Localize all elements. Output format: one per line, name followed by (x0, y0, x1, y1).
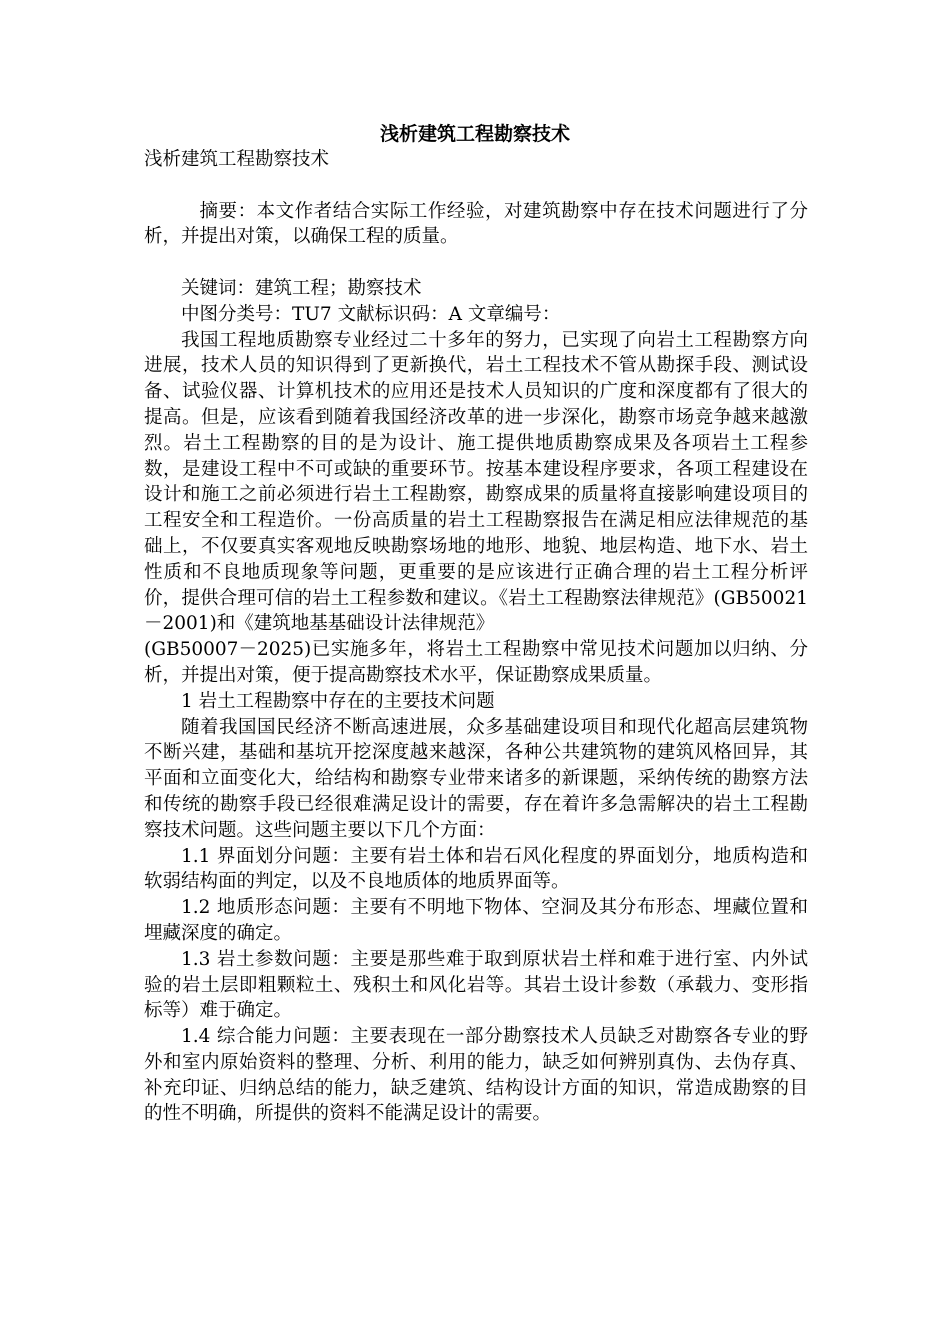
section-paragraph: 随着我国国民经济不断高速进展，众多基础建设项目和现代化超高层建筑物不断兴建，基础和基坑开挖深度越来越深，各种公共建筑物的建筑风格回异，其平面和立面变化大，给结构和勘察专业带来诸多的新课题，采纳传统的勘察方法和传统的勘察手段已经很难满足设计的需要，存在着许多急需解决的岩土工程勘察技术问题。这些问题主要以下几个方面： (144, 716, 808, 841)
intro-paragraph: 我国工程地质勘察专业经过二十多年的努力，已实现了向岩土工程勘察方向进展，技术人员的知识得到了更新换代，岩土工程技术不管从勘探手段、测试设备、试验仪器、计算机技术的应用还是技术人员知识的广度和深度都有了很大的提高。但是，应该看到随着我国经济改革的进一步深化，勘察市场竞争越来越激烈。岩土工程勘察的目的是为设计、施工提供地质勘察成果及各项岩土工程参数，是建设工程中不可或缺的重要环节。按基本建设程序要求，各项工程建设在设计和施工之前必须进行岩土工程勘察，勘察成果的质量将直接影响建设项目的工程安全和工程造价。一份高质量的岩土工程勘察报告在满足相应法律规范的基础上，不仅要真实客观地反映勘察场地的地形、地貌、地层构造、地下水、岩土性质和不良地质现象等问题，更重要的是应该进行正确合理的岩土工程分析评价，提供合理可信的岩土工程参数和建议。《岩土工程勘察法律规范》(GB50021－2001)和《建筑地基基础设计法律规范》 (144, 329, 808, 635)
keywords-line: 关键词：建筑工程；勘察技术 (181, 277, 422, 299)
blank-line (144, 173, 808, 199)
document-body (144, 147, 808, 1127)
list-item-1-4: 1.4 综合能力问题：主要表现在一部分勘察技术人员缺乏对勘察各专业的野外和室内原始资料的整理、分析、利用的能力，缺乏如何辨别真伪、去伪存真、补充印证、归纳总结的能力，缺乏建筑、结构设计方面的知识，常造成勘察的目的性不明确，所提供的资料不能满足设计的需要。 (144, 1026, 808, 1125)
blank-line (144, 250, 808, 276)
classification-line: 中图分类号：TU7 文献标识码：A 文章编号： (181, 303, 561, 325)
list-item-1-2: 1.2 地质形态问题：主要有不明地下物体、空洞及其分布形态、埋藏位置和埋藏深度的确定。 (144, 897, 808, 944)
list-item-1-1: 1.1 界面划分问题：主要有岩土体和岩石风化程度的界面划分，地质构造和软弱结构面的判定，以及不良地质体的地质界面等。 (144, 845, 808, 893)
abstract-paragraph: 摘要：本文作者结合实际工作经验，对建筑勘察中存在技术问题进行了分析，并提出对策，以确保工程的质量。 (144, 200, 808, 248)
intro-paragraph-continued: (GB50007－2025)已实施多年，将岩土工程勘察中常见技术问题加以归纳、分析，并提出对策，便于提高勘察技术水平，保证勘察成果质量。 (144, 639, 808, 686)
document-title: 浅析建筑工程勘察技术 (379, 123, 570, 145)
list-item-1-3: 1.3 岩土参数问题：主要是那些难于取到原状岩土样和难于进行室、内外试验的岩土层即粗颗粒土、残积土和风化岩等。其岩土设计参数（承载力、变形指标等）难于确定。 (144, 948, 808, 1022)
document-subtitle: 浅析建筑工程勘察技术 (144, 149, 330, 170)
section-heading: 1 岩土工程勘察中存在的主要技术问题 (181, 690, 495, 712)
